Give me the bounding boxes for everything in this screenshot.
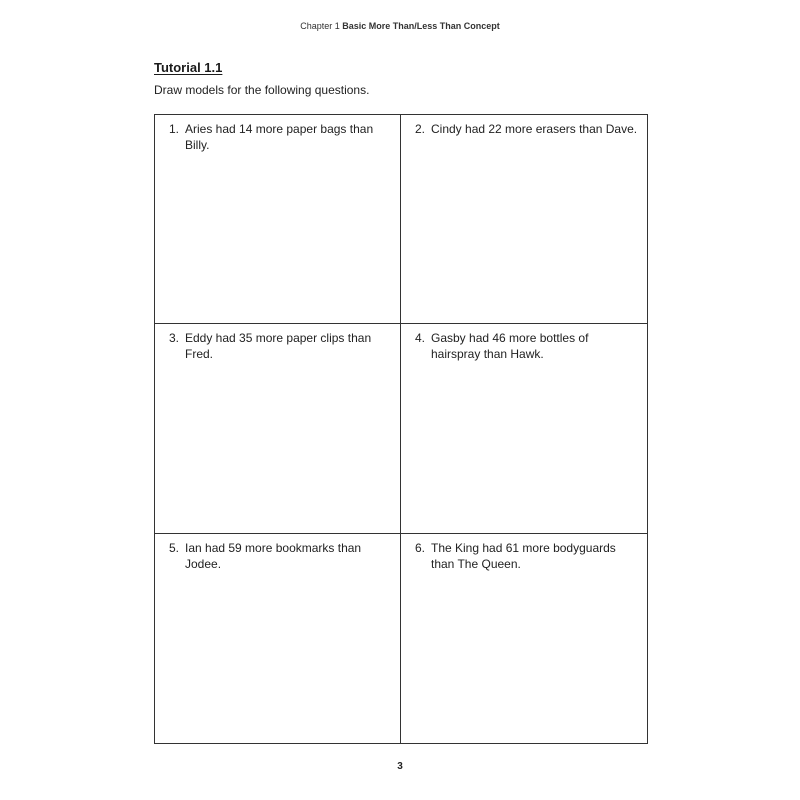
section-title: Tutorial 1.1 — [154, 60, 223, 75]
question-box-5[interactable] — [155, 534, 401, 743]
question-item — [407, 540, 639, 572]
running-header — [0, 21, 800, 31]
question-text: Aries had 14 more paper bags than Billy. — [185, 122, 374, 152]
question-text: Cindy had 22 more erasers than Dave. — [431, 122, 638, 136]
page-number: 3 — [397, 761, 403, 772]
chapter-title: Basic More Than/Less Than Concept — [342, 21, 500, 31]
question-box-2[interactable] — [401, 115, 647, 324]
question-box-4[interactable] — [401, 324, 647, 533]
question-item — [161, 540, 392, 572]
question-item — [161, 121, 392, 153]
question-item — [161, 330, 392, 362]
question-number: 2. — [414, 122, 425, 136]
question-number: 1. — [168, 122, 179, 136]
question-number: 6. — [414, 540, 425, 555]
question-number: 3. — [168, 331, 179, 346]
question-number: 4. — [414, 331, 425, 346]
question-box-1[interactable] — [155, 115, 401, 324]
question-item — [407, 330, 639, 362]
question-text: Gasby had 46 more bottles of hairspray than Hawk. — [431, 331, 589, 362]
chapter-label: Chapter 1 — [300, 21, 340, 31]
question-grid — [154, 114, 648, 744]
question-item — [407, 121, 639, 137]
question-box-3[interactable] — [155, 324, 401, 533]
instructions-text: Draw models for the following questions. — [154, 83, 370, 97]
question-text: Ian had 59 more bookmarks than Jodee. — [185, 540, 362, 571]
question-text: Eddy had 35 more paper clips than Fred. — [185, 331, 372, 362]
question-number: 5. — [168, 540, 179, 555]
question-box-6[interactable] — [401, 534, 647, 743]
question-text: The King had 61 more bodyguards than The Queen. — [431, 540, 616, 571]
